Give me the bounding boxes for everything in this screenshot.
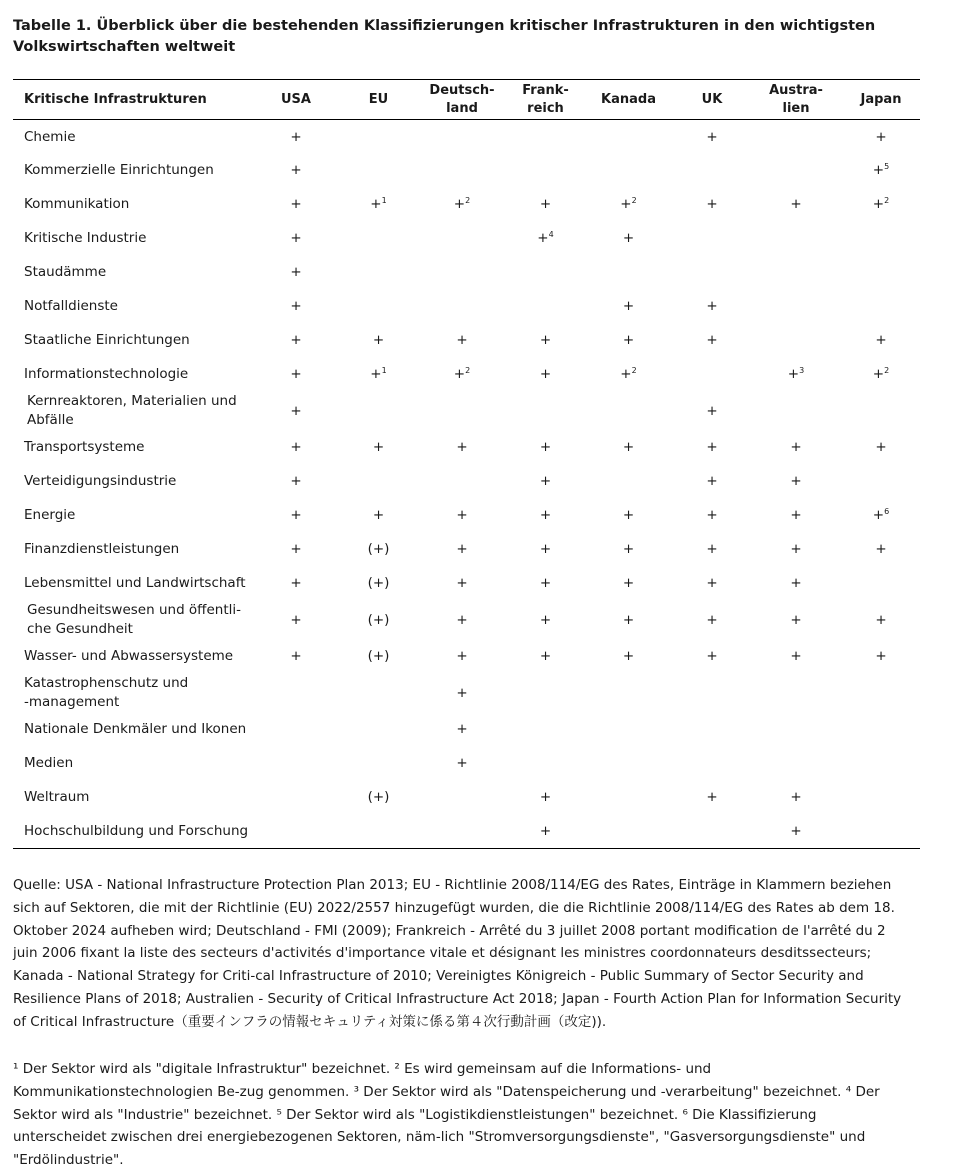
- classification-cell: [508, 154, 583, 188]
- classification-cell: [750, 290, 842, 324]
- classification-cell: +: [790, 473, 802, 489]
- row-label: Kommunikation: [24, 196, 130, 212]
- table-row: [13, 392, 920, 431]
- classification-cell: +: [622, 541, 635, 557]
- classification-cell: [842, 674, 920, 713]
- column-header-frankreich: Frank- reich: [508, 80, 583, 120]
- column-header-japan: Japan: [842, 80, 920, 120]
- row-label: Chemie: [24, 129, 76, 146]
- classification-cell: +: [875, 611, 887, 628]
- classification-cell: [750, 256, 842, 290]
- classification-cell: [341, 713, 416, 747]
- classification-cell: +: [290, 648, 302, 664]
- classification-cell: [341, 256, 416, 290]
- row-label: Informationstechnologie: [24, 366, 189, 382]
- classification-cell: +: [706, 648, 718, 664]
- classification-cell: +: [372, 439, 385, 455]
- classification-cell: [674, 222, 750, 256]
- row-label: Finanzdienstleistungen: [24, 541, 180, 557]
- classification-cell: +: [290, 332, 302, 348]
- classification-cell: [750, 674, 842, 713]
- classification-cell: [341, 747, 416, 781]
- classification-cell: +: [706, 196, 718, 212]
- source-note: Quelle: USA - National Infrastructure Protection Plan 2013; EU - Richtlinie 2008/114/EG des Rates, Einträge in Klammern beziehen sich auf Sektoren, die mit der Richtlinie (EU) 2022/2557 hinzugefügt wurden, die die Richtlinie 2008/114/EG des Rates ab dem 18. Oktober 2024 aufheben wird; Deutschland - FMI (2009); Frankreich - Arrêté du 3 juillet 2008 portant modification de l'arrêté du 2 juin 2006 fixant la liste des secteurs d'activités d'importance vitale et désignant les ministres coordonnateurs desditssecteurs; Kanada - National Strategy for Criti-cal Infrastructure of 2010; Vereinigtes Königreich - Public Summary of Sector Security and Resilience Plans of 2018; Australien - Security of Critical Infrastructure Act 2018; Japan - Fourth Action Plan for Information Security of Critical Infrastructure（重要インフラの情報セキュリティ対策に係る第４次行動計画（改定)).: [13, 877, 902, 1030]
- classification-cell: (+): [367, 611, 390, 628]
- classification-cell: [508, 674, 583, 713]
- table-row: [13, 290, 920, 324]
- classification-cell: [842, 392, 920, 431]
- classification-cell: +: [875, 648, 887, 664]
- classification-cell: [674, 154, 750, 188]
- classification-cell: [583, 781, 674, 815]
- table-row: [13, 640, 920, 674]
- classification-cell: +: [875, 439, 887, 455]
- classification-cell: +: [456, 721, 468, 737]
- classification-cell: +: [456, 541, 468, 557]
- classification-cell: +: [290, 541, 302, 557]
- classification-cell: [750, 324, 842, 358]
- classification-cell: +: [372, 332, 385, 348]
- classification-cell: +: [539, 332, 552, 348]
- classification-cell: +: [750, 815, 842, 849]
- classification-cell: +: [539, 366, 552, 382]
- header-row: [13, 80, 920, 120]
- classification-cell: [341, 222, 416, 256]
- classification-cell: [416, 120, 508, 154]
- table-row: [13, 533, 920, 567]
- classification-cell: +: [456, 611, 468, 628]
- classification-cell: [416, 815, 508, 849]
- classification-cell: [842, 747, 920, 781]
- classification-cell: +: [290, 439, 302, 455]
- table-row: [13, 324, 920, 358]
- classification-cell: +: [790, 611, 802, 628]
- classification-cell: (+): [367, 575, 390, 591]
- classification-cell: +$^1$: [370, 366, 387, 382]
- classification-cell: [416, 154, 508, 188]
- classification-cell: +$^2$: [620, 196, 637, 212]
- classification-cell: +: [706, 439, 718, 455]
- classification-cell: (+): [367, 541, 390, 557]
- row-label: Staatliche Einrichtungen: [24, 332, 190, 348]
- classification-cell: +: [706, 789, 718, 805]
- classification-cell: +: [706, 541, 718, 557]
- classification-cell: +: [706, 473, 718, 489]
- classification-cell: (+): [367, 789, 390, 805]
- classification-cell: [583, 747, 674, 781]
- classification-cell: +: [539, 575, 552, 591]
- classification-cell: [341, 465, 416, 499]
- classification-cell: +: [706, 402, 718, 419]
- classification-cell: +: [290, 298, 302, 314]
- classification-cell: [508, 747, 583, 781]
- classification-cell: +: [290, 129, 302, 146]
- classification-cell: [341, 674, 416, 713]
- classification-cell: [341, 392, 416, 431]
- row-label: Nationale Denkmäler und Ikonen: [24, 721, 247, 737]
- classification-cell: +: [539, 541, 552, 557]
- classification-cell: +$^1$: [370, 196, 387, 212]
- table-row: [13, 431, 920, 465]
- classification-cell: [842, 781, 920, 815]
- classification-cell: +: [706, 298, 718, 314]
- classification-cell: [416, 465, 508, 499]
- row-label: Lebensmittel und Landwirtschaft: [24, 575, 246, 591]
- classification-cell: +: [790, 196, 802, 212]
- table-row: [13, 747, 920, 781]
- classification-cell: +: [456, 755, 468, 771]
- row-label: Kommerzielle Einrichtungen: [24, 162, 214, 178]
- classification-cell: +: [790, 648, 802, 664]
- table-row: [13, 465, 920, 499]
- table-title: Tabelle 1. Überblick über die bestehenden Klassifizierungen kritischer Infrastrukturen in den wichtigsten Volkswirtschaften weltweit: [13, 18, 876, 55]
- classification-cell: +: [539, 507, 552, 523]
- classification-cell: +$^2$: [872, 366, 890, 382]
- footnotes: ¹ Der Sektor wird als "digitale Infrastruktur" bezeichnet. ² Es wird gemeinsam auf die Informations- und Kommunikationstechnologien Be-zug genommen. ³ Der Sektor wird als "Datenspeicherung und -verarbeitung" bezeichnet. ⁴ Der Sektor wird als "Industrie" bezeichnet. ⁵ Der Sektor wird als "Logistikdienstleistungen" bezeichnet. ⁶ Die Klassifizierung unterscheidet zwischen drei energiebezogenen Sektoren, näm-lich "Stromversorgungsdienste", "Gasversorgungsdienste" und "Erdölindustrie".: [13, 1061, 880, 1169]
- row-label: Energie: [24, 507, 76, 523]
- classification-cell: +$^5$: [872, 162, 890, 178]
- classification-cell: +: [290, 575, 302, 591]
- row-label: Wasser- und Abwassersysteme: [24, 648, 234, 664]
- classification-cell: +: [622, 332, 635, 348]
- classification-cell: [508, 392, 583, 431]
- classification-cell: [842, 713, 920, 747]
- classification-cell: +$^2$: [453, 366, 471, 382]
- classification-cell: [674, 674, 750, 713]
- classification-cell: [842, 465, 920, 499]
- table-row: [13, 713, 920, 747]
- row-label: Medien: [24, 755, 74, 771]
- classification-table: [13, 79, 920, 849]
- table-row: [13, 188, 920, 222]
- classification-cell: +: [622, 648, 635, 664]
- table-row: [13, 358, 920, 392]
- classification-cell: [842, 815, 920, 849]
- table-row: [13, 567, 920, 601]
- column-header-uk: UK: [674, 80, 750, 120]
- classification-cell: +$^2$: [620, 366, 637, 382]
- classification-cell: [750, 713, 842, 747]
- classification-cell: +: [290, 264, 302, 280]
- classification-cell: +$^2$: [872, 196, 890, 212]
- classification-cell: +: [706, 332, 718, 348]
- classification-cell: [416, 222, 508, 256]
- classification-cell: [583, 674, 674, 713]
- table-row: [13, 601, 920, 640]
- classification-cell: +: [290, 611, 302, 628]
- table-row: [13, 781, 920, 815]
- row-label: Katastrophenschutz und -management: [24, 675, 189, 710]
- classification-cell: [674, 747, 750, 781]
- row-label: Gesundheitswesen und öffentli- che Gesundheit: [27, 602, 242, 637]
- classification-cell: +: [790, 541, 802, 557]
- classification-cell: +: [790, 439, 802, 455]
- classification-cell: [583, 713, 674, 747]
- column-header-kanada: Kanada: [583, 80, 674, 120]
- classification-cell: [508, 256, 583, 290]
- classification-cell: +: [622, 230, 635, 246]
- classification-cell: [251, 674, 341, 713]
- classification-cell: +: [622, 611, 635, 628]
- classification-cell: +: [539, 196, 552, 212]
- table-body: [13, 120, 920, 849]
- classification-cell: [750, 120, 842, 154]
- column-header-australien: Austra- lien: [750, 80, 842, 120]
- classification-cell: [750, 747, 842, 781]
- classification-cell: [750, 222, 842, 256]
- classification-cell: [583, 465, 674, 499]
- column-header-deutschland: Deutsch- land: [416, 80, 508, 120]
- classification-cell: [674, 713, 750, 747]
- classification-cell: +: [456, 507, 468, 523]
- classification-cell: [508, 713, 583, 747]
- classification-cell: [674, 358, 750, 392]
- classification-cell: [416, 392, 508, 431]
- column-header-eu: EU: [341, 80, 416, 120]
- column-header-infrastructure: Kritische Infrastrukturen: [13, 80, 251, 120]
- classification-cell: +: [290, 507, 302, 523]
- classification-cell: +$^2$: [453, 196, 471, 212]
- classification-cell: +: [539, 789, 552, 805]
- classification-cell: [416, 781, 508, 815]
- table-row: [13, 120, 920, 154]
- row-label: Notfalldienste: [24, 298, 118, 314]
- classification-cell: [416, 290, 508, 324]
- classification-cell: [842, 256, 920, 290]
- classification-cell: +: [790, 575, 802, 591]
- classification-cell: [341, 120, 416, 154]
- classification-cell: +: [456, 648, 468, 664]
- classification-cell: +: [875, 541, 887, 557]
- row-label: Hochschulbildung und Forschung: [13, 815, 251, 849]
- classification-cell: [508, 290, 583, 324]
- classification-cell: +: [372, 507, 385, 523]
- row-label: Verteidigungsindustrie: [24, 473, 177, 489]
- table-row: [13, 499, 920, 533]
- classification-cell: [674, 815, 750, 849]
- classification-cell: [750, 392, 842, 431]
- classification-cell: +: [622, 507, 635, 523]
- classification-cell: +: [875, 332, 887, 348]
- classification-cell: [842, 290, 920, 324]
- classification-cell: [842, 567, 920, 601]
- classification-cell: [416, 256, 508, 290]
- classification-cell: +: [290, 366, 302, 382]
- row-label: Transportsysteme: [24, 439, 145, 455]
- classification-cell: [251, 815, 341, 849]
- classification-cell: +: [539, 648, 552, 664]
- classification-cell: +: [456, 684, 468, 701]
- classification-cell: [341, 815, 416, 849]
- classification-cell: [251, 713, 341, 747]
- row-label: Kritische Industrie: [24, 230, 147, 246]
- classification-cell: [842, 222, 920, 256]
- classification-cell: +: [456, 332, 468, 348]
- classification-cell: +: [875, 129, 887, 146]
- classification-cell: +: [290, 196, 302, 212]
- classification-cell: +: [456, 439, 468, 455]
- row-label: Kernreaktoren, Materialien und Abfälle: [27, 393, 237, 428]
- classification-cell: +: [706, 575, 718, 591]
- classification-cell: +$^6$: [872, 507, 890, 523]
- classification-cell: [341, 290, 416, 324]
- column-header-usa: USA: [251, 80, 341, 120]
- classification-cell: [674, 256, 750, 290]
- classification-cell: +: [790, 789, 802, 805]
- classification-cell: +: [290, 230, 302, 246]
- classification-cell: +: [622, 439, 635, 455]
- classification-cell: +: [622, 575, 635, 591]
- classification-cell: +: [539, 611, 552, 628]
- classification-cell: +$^4$: [537, 230, 554, 246]
- classification-cell: [583, 120, 674, 154]
- classification-cell: [583, 815, 674, 849]
- table-row: [13, 815, 920, 849]
- classification-cell: [251, 781, 341, 815]
- classification-cell: [583, 392, 674, 431]
- classification-cell: [583, 256, 674, 290]
- classification-cell: +: [508, 815, 583, 849]
- classification-cell: [750, 154, 842, 188]
- classification-cell: [251, 747, 341, 781]
- classification-cell: +: [706, 129, 718, 146]
- classification-cell: [508, 120, 583, 154]
- classification-cell: [341, 154, 416, 188]
- row-label: Staudämme: [24, 264, 107, 280]
- row-label: Weltraum: [24, 789, 90, 805]
- classification-cell: +: [539, 439, 552, 455]
- table-row: [13, 154, 920, 188]
- classification-cell: [583, 154, 674, 188]
- table-row: [13, 674, 920, 713]
- classification-cell: +: [706, 507, 718, 523]
- classification-cell: +: [539, 473, 552, 489]
- classification-cell: +: [622, 298, 635, 314]
- classification-cell: +: [290, 473, 302, 489]
- classification-cell: +: [706, 611, 718, 628]
- table-row: [13, 256, 920, 290]
- table-row: [13, 222, 920, 256]
- classification-cell: +: [456, 575, 468, 591]
- classification-cell: (+): [367, 648, 390, 664]
- classification-cell: +: [290, 402, 302, 419]
- classification-cell: +$^3$: [787, 366, 805, 382]
- classification-cell: +: [290, 162, 302, 178]
- classification-cell: +: [790, 507, 802, 523]
